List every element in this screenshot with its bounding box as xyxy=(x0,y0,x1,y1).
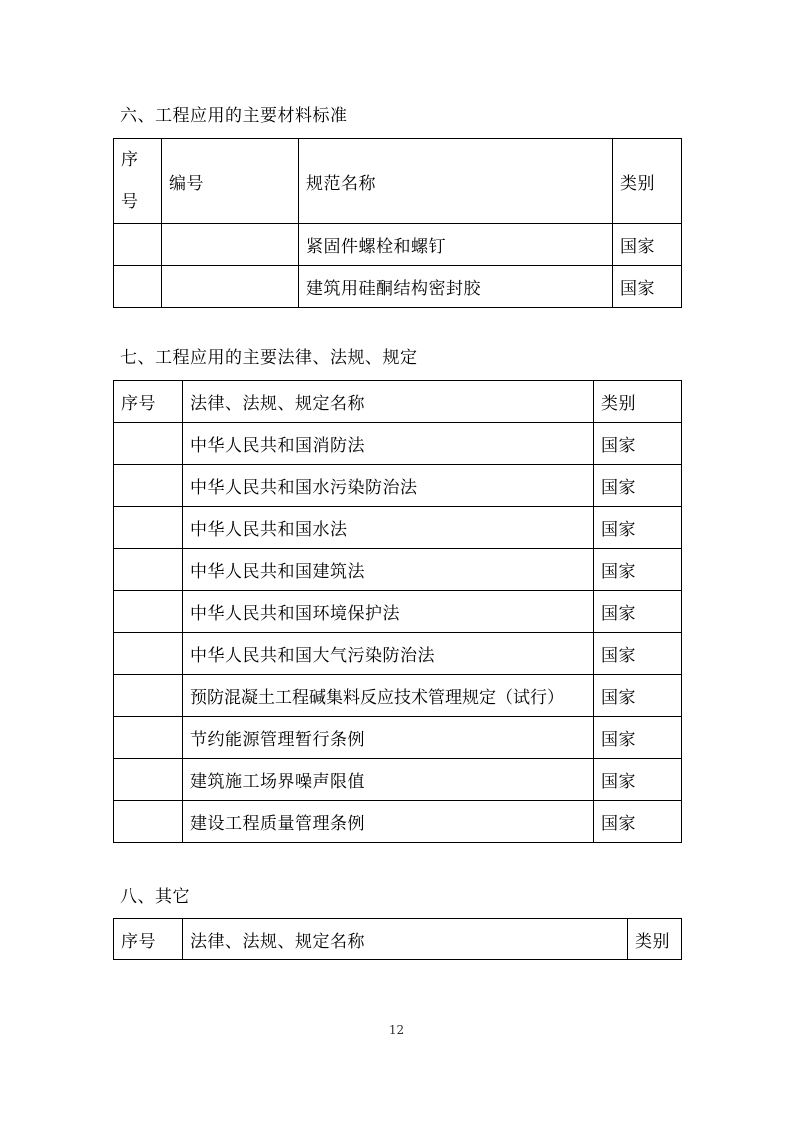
table-row xyxy=(114,717,682,759)
table-row xyxy=(114,675,682,717)
cell-category: 国家 xyxy=(594,591,682,633)
other-table xyxy=(113,918,682,960)
header-category: 类别 xyxy=(594,381,682,423)
header-category: 类别 xyxy=(628,919,682,960)
cell-seq xyxy=(114,465,183,507)
cell-seq xyxy=(114,633,183,675)
header-name: 规范名称 xyxy=(299,139,613,224)
section-8-heading: 八、其它 xyxy=(120,887,190,907)
cell-seq xyxy=(114,717,183,759)
header-code: 编号 xyxy=(162,139,299,224)
cell-name: 紧固件螺栓和螺钉 xyxy=(299,224,613,266)
cell-name: 中华人民共和国大气污染防治法 xyxy=(183,633,594,675)
cell-category: 国家 xyxy=(594,633,682,675)
cell-code xyxy=(162,266,299,308)
materials-standards-table xyxy=(113,138,682,308)
cell-category: 国家 xyxy=(594,759,682,801)
cell-name: 中华人民共和国消防法 xyxy=(183,423,594,465)
header-seq-char-1: 序 xyxy=(121,150,139,170)
cell-seq xyxy=(114,675,183,717)
cell-seq xyxy=(114,507,183,549)
cell-category: 国家 xyxy=(594,549,682,591)
cell-category: 国家 xyxy=(594,423,682,465)
header-seq-char-2: 号 xyxy=(121,192,139,212)
header-name: 法律、法规、规定名称 xyxy=(183,381,594,423)
laws-regulations-table xyxy=(113,380,682,843)
cell-category: 国家 xyxy=(613,266,682,308)
table-row xyxy=(114,801,682,843)
header-category: 类别 xyxy=(613,139,682,224)
cell-code xyxy=(162,224,299,266)
table-row xyxy=(114,224,682,266)
header-seq: 序号 xyxy=(114,919,183,960)
cell-name: 预防混凝土工程碱集料反应技术管理规定（试行） xyxy=(183,675,594,717)
cell-category: 国家 xyxy=(594,507,682,549)
cell-seq xyxy=(114,266,162,308)
table-header-row xyxy=(114,139,682,224)
cell-seq xyxy=(114,224,162,266)
cell-name: 建筑用硅酮结构密封胶 xyxy=(299,266,613,308)
cell-category: 国家 xyxy=(594,465,682,507)
table-row xyxy=(114,507,682,549)
cell-name: 中华人民共和国建筑法 xyxy=(183,549,594,591)
section-6-heading: 六、工程应用的主要材料标准 xyxy=(120,106,348,126)
section-7-heading: 七、工程应用的主要法律、法规、规定 xyxy=(120,348,418,368)
table-header-row xyxy=(114,381,682,423)
page-number: 12 xyxy=(388,1023,405,1037)
cell-category: 国家 xyxy=(594,675,682,717)
cell-category: 国家 xyxy=(594,801,682,843)
cell-seq xyxy=(114,591,183,633)
cell-category: 国家 xyxy=(613,224,682,266)
cell-name: 建筑施工场界噪声限值 xyxy=(183,759,594,801)
table-header-row xyxy=(114,919,682,960)
header-seq xyxy=(114,139,162,224)
cell-seq xyxy=(114,423,183,465)
cell-seq xyxy=(114,759,183,801)
table-row xyxy=(114,549,682,591)
header-name: 法律、法规、规定名称 xyxy=(183,919,628,960)
header-seq: 序号 xyxy=(114,381,183,423)
cell-name: 节约能源管理暂行条例 xyxy=(183,717,594,759)
cell-name: 中华人民共和国水法 xyxy=(183,507,594,549)
table-row xyxy=(114,465,682,507)
cell-seq xyxy=(114,801,183,843)
table-row xyxy=(114,591,682,633)
table-row xyxy=(114,759,682,801)
cell-name: 中华人民共和国水污染防治法 xyxy=(183,465,594,507)
cell-name: 中华人民共和国环境保护法 xyxy=(183,591,594,633)
cell-seq xyxy=(114,549,183,591)
cell-category: 国家 xyxy=(594,717,682,759)
table-row xyxy=(114,423,682,465)
table-row xyxy=(114,266,682,308)
cell-name: 建设工程质量管理条例 xyxy=(183,801,594,843)
table-row xyxy=(114,633,682,675)
